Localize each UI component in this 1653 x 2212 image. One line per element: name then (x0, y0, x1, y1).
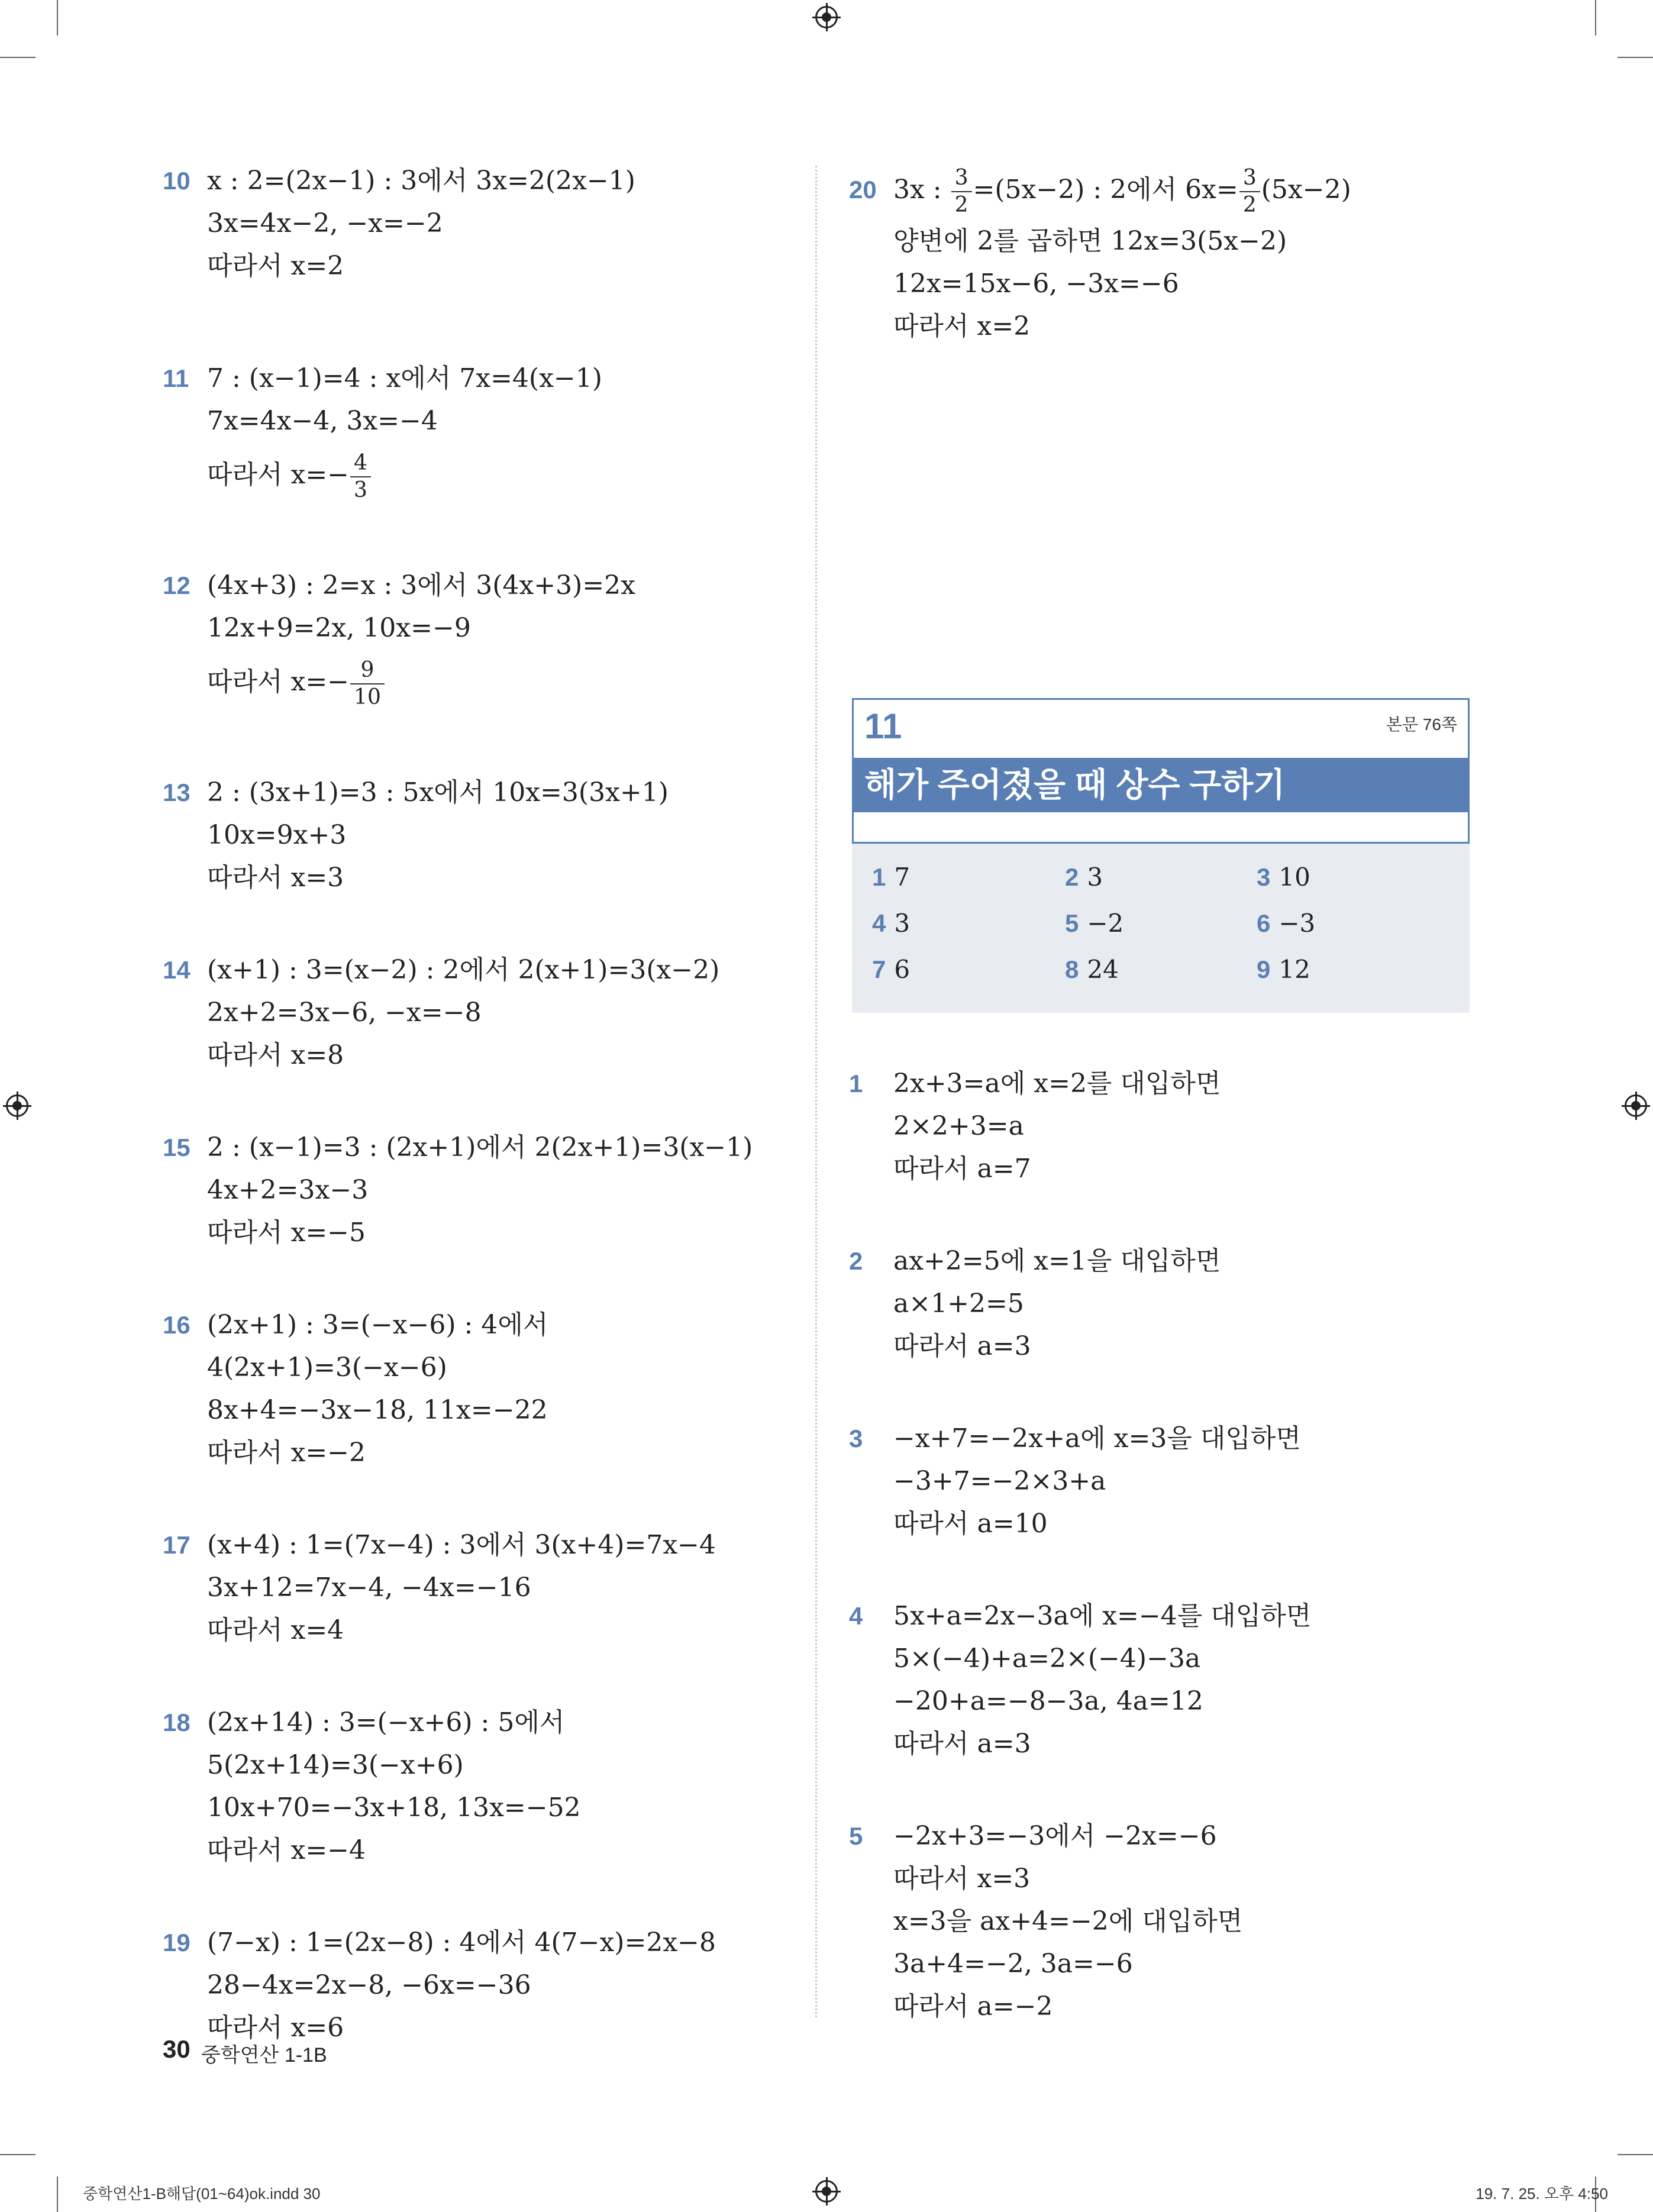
expr-part: (5x−2) (1261, 175, 1351, 205)
solution-line: −2x+3=−3에서 −2x=−6 (893, 1821, 1217, 1851)
problem-5 (849, 1815, 1476, 2028)
solution-line: 3x=4x−2, −x=−2 (207, 208, 443, 238)
solution-line: 5(2x+14)=3(−x+6) (207, 1750, 464, 1780)
problem-15 (163, 1126, 784, 1254)
crop-mark (0, 2154, 35, 2155)
solution-line: x=3을 ax+4=−2에 대입하면 (893, 1906, 1243, 1936)
problem-20 (849, 160, 1476, 348)
solution-line: −3+7=−2×3+a (893, 1466, 1106, 1496)
answer-value: 24 (1087, 955, 1119, 984)
solution-line: 따라서 x=8 (207, 1040, 344, 1070)
problem-16 (163, 1304, 784, 1474)
solution-line: 2×2+3=a (893, 1111, 1024, 1141)
solution-line: 10x+70=−3x+18, 13x=−52 (207, 1793, 581, 1823)
problem-13 (163, 771, 784, 899)
solution-line: 4x+2=3x−3 (207, 1175, 369, 1205)
solution-line: a×1+2=5 (893, 1289, 1024, 1319)
crop-mark (57, 2177, 58, 2212)
solution-line: 양변에 2를 곱하면 12x=3(5x−2) (893, 226, 1287, 256)
print-slug-date: 19. 7. 25. 오후 4:50 (1476, 2185, 1608, 2203)
solution-line: 5x+a=2x−3a에 x=−4를 대입하면 (893, 1601, 1312, 1631)
solution-line: 따라서 a=−2 (893, 1991, 1053, 2022)
answer-number: 2 (1065, 863, 1079, 891)
problem-2 (849, 1240, 1476, 1368)
crop-mark (1595, 0, 1596, 35)
solution-line: (2x+14) : 3=(−x+6) : 5에서 (207, 1707, 565, 1738)
problem-11 (163, 357, 784, 508)
registration-mark-bottom (815, 2180, 838, 2203)
expr-part: 3x : (893, 175, 950, 205)
problem-number: 10 (163, 167, 191, 195)
solution-line: (4x+3) : 2=x : 3에서 3(4x+3)=2x (207, 570, 635, 600)
answer-value: −2 (1087, 909, 1124, 938)
solution-line: 10x=9x+3 (207, 820, 347, 850)
answer-item (1065, 900, 1123, 947)
answer-prefix: 따라서 x=− (207, 667, 350, 697)
answer-item (872, 947, 910, 993)
section-page-ref: 본문 76쪽 (1386, 715, 1457, 734)
solution-line: 따라서 a=3 (893, 1331, 1031, 1361)
fraction (1239, 165, 1260, 218)
answer-item (1257, 900, 1315, 947)
solution-line: ax+2=5에 x=1을 대입하면 (893, 1246, 1221, 1276)
problem-number: 16 (163, 1311, 191, 1339)
answer-value: −3 (1279, 909, 1316, 938)
answer-item (1257, 947, 1310, 993)
answer-number: 5 (1065, 909, 1079, 937)
book-title: 중학연산 1-1B (201, 2044, 327, 2066)
problem-number: 14 (163, 956, 191, 984)
solution-line: (7−x) : 1=(2x−8) : 4에서 4(7−x)=2x−8 (207, 1927, 716, 1958)
problem-number: 12 (163, 571, 191, 599)
crop-mark (1618, 2154, 1653, 2155)
right-column-bottom (849, 1063, 1476, 2028)
answer-item (1065, 947, 1119, 993)
solution-line (207, 650, 784, 715)
left-column (163, 160, 784, 2049)
answer-row (852, 900, 1470, 947)
solution-line: 8x+4=−3x−18, 11x=−22 (207, 1395, 548, 1425)
solution-line: 3x+12=7x−4, −4x=−16 (207, 1572, 531, 1603)
solution-line: 12x=15x−6, −3x=−6 (893, 269, 1179, 299)
fraction-numerator: 9 (350, 657, 385, 684)
answer-number: 3 (1257, 863, 1271, 891)
answer-value: 3 (894, 909, 911, 938)
answer-number: 7 (872, 955, 886, 983)
fraction (951, 165, 972, 218)
registration-mark-top (815, 6, 838, 28)
solution-line: 따라서 x=2 (893, 311, 1031, 341)
problem-number: 3 (849, 1425, 863, 1452)
answer-number: 9 (1257, 955, 1271, 983)
fraction (350, 450, 371, 503)
solution-line: 따라서 x=3 (207, 863, 344, 893)
solution-line: 따라서 x=−4 (207, 1835, 366, 1865)
fraction-numerator: 3 (951, 165, 972, 192)
solution-line: (x+4) : 1=(7x−4) : 3에서 3(x+4)=7x−4 (207, 1530, 716, 1560)
problem-19 (163, 1922, 784, 2049)
right-column-top (849, 160, 1476, 348)
solution-line: 2 : (3x+1)=3 : 5x에서 10x=3(3x+1) (207, 777, 669, 808)
solution-line: (2x+1) : 3=(−x−6) : 4에서 (207, 1310, 548, 1340)
solution-line: 7x=4x−4, 3x=−4 (207, 406, 438, 436)
fraction-numerator: 3 (1239, 165, 1260, 192)
solution-line: 2 : (x−1)=3 : (2x+1)에서 2(2x+1)=3(x−1) (207, 1132, 753, 1162)
fraction-denominator: 2 (954, 192, 968, 217)
answer-item (872, 900, 910, 947)
crop-mark (1618, 57, 1653, 58)
solution-line: 따라서 x=2 (207, 251, 344, 281)
solution-line: 따라서 a=3 (893, 1729, 1031, 1759)
solution-line: 따라서 x=−2 (207, 1438, 366, 1468)
fraction-denominator: 3 (354, 477, 367, 502)
solution-line: 4(2x+1)=3(−x−6) (207, 1352, 447, 1383)
problem-10 (163, 160, 784, 288)
solution-line: (x+1) : 3=(x−2) : 2에서 2(x+1)=3(x−2) (207, 955, 720, 985)
answer-item (1065, 854, 1103, 900)
solution-line: −x+7=−2x+a에 x=3을 대입하면 (893, 1423, 1301, 1454)
answer-value: 10 (1279, 863, 1310, 892)
crop-mark (57, 0, 58, 35)
solution-line: 12x+9=2x, 10x=−9 (207, 613, 471, 643)
problem-number: 18 (163, 1709, 191, 1736)
answer-value: 12 (1279, 955, 1310, 984)
problem-12 (163, 564, 784, 715)
page-number: 30 (163, 2035, 191, 2063)
fraction-numerator: 4 (350, 450, 371, 477)
section-number: 11 (864, 706, 902, 746)
answer-value: 6 (894, 955, 911, 984)
column-divider (815, 166, 817, 2017)
answer-number: 4 (872, 909, 886, 937)
solution-line: 따라서 x=3 (893, 1864, 1031, 1894)
crop-mark (0, 57, 35, 58)
solution-line: 5×(−4)+a=2×(−4)−3a (893, 1643, 1201, 1674)
problem-1 (849, 1063, 1476, 1190)
problem-number: 17 (163, 1531, 191, 1559)
problem-3 (849, 1417, 1476, 1545)
solution-line (893, 160, 1476, 220)
answer-item (1257, 854, 1310, 900)
solution-line: 따라서 a=7 (893, 1154, 1031, 1184)
answer-value: 7 (894, 863, 911, 892)
answer-number: 1 (872, 863, 886, 891)
answer-number: 8 (1065, 955, 1079, 983)
answer-value: 3 (1087, 863, 1103, 892)
solution-line: 따라서 a=10 (893, 1509, 1048, 1539)
solution-line: 7 : (x−1)=4 : x에서 7x=4(x−1) (207, 363, 602, 393)
problem-4 (849, 1595, 1476, 1765)
solution-line: 따라서 x=6 (207, 2013, 344, 2043)
section-header (852, 698, 1470, 844)
problem-number: 15 (163, 1134, 191, 1161)
answer-number: 6 (1257, 909, 1271, 937)
section-title: 해가 주어졌을 때 상수 구하기 (854, 758, 1468, 812)
answer-item (872, 854, 910, 900)
registration-mark-left (6, 1094, 28, 1117)
problem-14 (163, 949, 784, 1077)
problem-number: 19 (163, 1929, 191, 1956)
solution-line: 2x+2=3x−6, −x=−8 (207, 997, 482, 1028)
problem-number: 20 (849, 176, 877, 204)
problem-number: 1 (849, 1070, 863, 1097)
solution-line: −20+a=−8−3a, 4a=12 (893, 1686, 1203, 1716)
fraction (350, 657, 385, 711)
solution-line (207, 443, 784, 508)
solution-line: 2x+3=a에 x=2를 대입하면 (893, 1068, 1221, 1099)
answer-row (852, 854, 1470, 900)
problem-number: 5 (849, 1822, 863, 1850)
problem-18 (163, 1701, 784, 1872)
answer-grid (852, 844, 1470, 1013)
fraction-denominator: 10 (354, 684, 381, 709)
problem-number: 4 (849, 1602, 863, 1630)
expr-part: =(5x−2) : 2에서 6x= (973, 175, 1238, 205)
problem-number: 11 (163, 364, 189, 392)
fraction-denominator: 2 (1242, 192, 1257, 217)
solution-line: 28−4x=2x−8, −6x=−36 (207, 1970, 531, 2000)
solution-line: 3a+4=−2, 3a=−6 (893, 1949, 1133, 1979)
solution-line: x : 2=(2x−1) : 3에서 3x=2(2x−1) (207, 166, 635, 196)
problem-number: 13 (163, 779, 191, 806)
registration-mark-right (1625, 1094, 1647, 1117)
solution-line: 따라서 x=−5 (207, 1218, 366, 1248)
problem-number: 2 (849, 1247, 863, 1275)
answer-prefix: 따라서 x=− (207, 460, 350, 490)
solution-line: 따라서 x=4 (207, 1615, 344, 1645)
answer-row (852, 947, 1470, 993)
problem-17 (163, 1524, 784, 1652)
print-slug-file: 중학연산1-B해답(01~64)ok.indd 30 (83, 2185, 321, 2203)
